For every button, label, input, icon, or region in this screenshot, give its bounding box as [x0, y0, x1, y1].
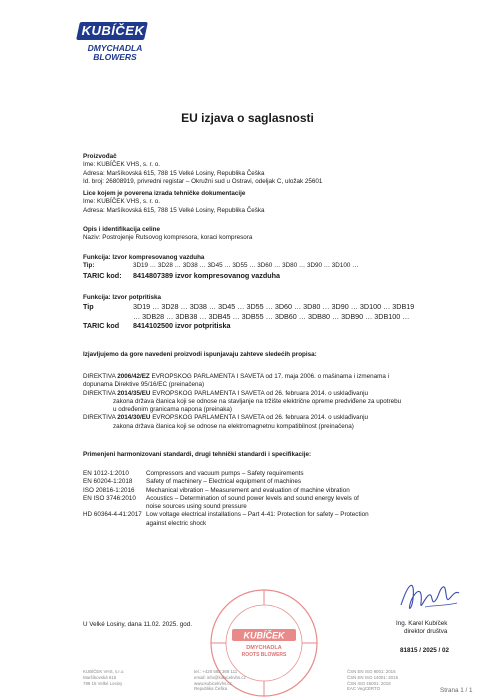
tip-value-cont: … 3DB28 … 3DB38 … 3DB45 … 3DB55 … 3DB60 … 3DB80 … 3DB90 … 3DB100 … [133, 311, 410, 321]
logo-sub-line: BLOWERS [93, 52, 137, 62]
declaration-statement: Izjavljujemo da gore navedeni proizvodi ispunjavaju zahteve sledećih propisa: [83, 351, 317, 358]
place-date: U Velké Losiny, dana 11.02. 2025. god. [83, 621, 192, 628]
standard-row: EN 60204-1:2018 Safety of machinery – Electrical equipment of machines [83, 478, 302, 486]
directive-item-cont: zakona država članica koji se odnose na stavljanje na tržište električne opreme predviđene za upotrebu [113, 397, 402, 405]
directive-item-cont: dopunama Direktive 95/16/EC (preinačena) [83, 381, 205, 389]
logo-brand: KUBÍČEK [81, 23, 145, 38]
footer-company: KUBÍČEK VHS, s.r.o. Maršíkovská 615 788 15 Velké Losiny [83, 669, 125, 686]
directive-item-cont: zakona država članica koji se odnose na elektromagnetnu kompatibilnost (preinačena) [113, 422, 354, 430]
manufacturer-heading: Proizvođač [83, 153, 117, 160]
directive-item: DIREKTIVA 2006/42/EZ EVROPSKOG PARLAMENTA I SAVETA od 17. maja 2006. o mašinama i izmenama i [83, 373, 390, 380]
stamp-sub2: ROOTS BLOWERS [241, 652, 287, 658]
standard-row-cont: noise sources using sound pressure [146, 503, 247, 511]
description-line: Naziv: Postrojenje Rutsovog kompresora, koraci kompresora [83, 234, 253, 242]
logo-sub-line: DMYCHADLA [87, 43, 143, 53]
tip-value: 3D19 … 3D28 … 3D38 … 3D45 … 3D55 … 3D60 … 3D80 … 3D90 … 3D100 … [133, 262, 359, 270]
documentation-line: Adresa: Maršíkovská 615, 788 15 Velké Losiny, Republika Češka [83, 206, 265, 214]
directive-item: DIREKTIVA 2014/30/EU EVROPSKOG PARLAMENTA I SAVETA od 26. februara 2014. o usklađivanju [83, 414, 369, 422]
function-compressed-air [83, 254, 358, 280]
description-heading: Opis i identifikacija celine [83, 226, 160, 233]
taric-label: TARIC kod: [83, 270, 122, 280]
description-section [83, 226, 252, 243]
directives-list [83, 373, 401, 431]
directive-item: DIREKTIVA 2014/35/EU EVROPSKOG PARLAMENTA I SAVETA od 26. februara 2014. o usklađivanju [83, 389, 369, 397]
footer-contact: tel.: +420 583 368 111 email: info@kubicekvhs.cz www.kubicekvhs.cz Republika Češka [194, 669, 246, 692]
standards-heading: Primenjeni harmonizovani standardi, drugi tehnički standardi i specifikacije: [83, 451, 312, 458]
logo-subtitle [80, 44, 150, 62]
standard-row: EN 1012-1:2010 Compressors and vacuum pumps – Safety requirements [83, 470, 304, 477]
documentation-line: Ime: KUBÍČEK VHS, s. r. o. [83, 198, 160, 206]
signatory-role: direktor društva [404, 628, 448, 636]
standard-row-cont: against electric shock [146, 519, 207, 527]
stamp-brand: KUBÍČEK [243, 630, 285, 641]
standard-row: ISO 20816-1:2016 Mechanical vibration – Measurement and evaluation of machine vibration [83, 486, 350, 494]
signatory-name: Ing. Karel Kubíček [396, 620, 448, 627]
manufacturer-line: Adresa: Maršíkovská 615, 788 15 Velké Losiny, Republika Češka [83, 169, 265, 177]
tip-label: Tip: [83, 262, 95, 270]
manufacturer-section [83, 153, 322, 186]
manufacturer-line: Id. broj: 26808919, privredni registar – Okružni sud u Ostravi, odeljak C, uložak 25601 [83, 177, 323, 185]
taric-value: 8414102500 izvor potpritiska [133, 321, 231, 331]
taric-label: TARIC kod [83, 321, 120, 331]
page-title: EU izjava o saglasnosti [181, 111, 314, 125]
function-vacuum [83, 294, 414, 331]
taric-value: 8414807389 izvor kompresovanog vazduha [133, 270, 281, 280]
document-number: 81815 / 2025 / 02 [400, 647, 450, 654]
directive-item-cont: u određenim granicama napona (preinaka) [113, 406, 233, 414]
page-number: Strana 1 / 1 [440, 687, 473, 694]
standard-row: EN ISO 3746:2010 Acoustics – Determination of sound power levels and sound energy levels of [83, 494, 359, 502]
function-heading: Funkcija: Izvor potpritiska [83, 294, 162, 301]
standard-row: HD 60364-4-41:2017 Low voltage electrical installations – Part 4-41: Protection for safety – Protection [83, 511, 369, 519]
documentation-heading: Lice kojem je poverena izrada tehničke dokumentacije [83, 190, 246, 197]
signature [395, 575, 465, 619]
documentation-section [83, 190, 265, 215]
standards-list [83, 470, 369, 528]
tip-value: 3D19 … 3D28 … 3D38 … 3D45 … 3D55 … 3D60 … 3D80 … 3D90 … 3D100 … 3DB19 [133, 302, 415, 312]
tip-label: Tip [83, 302, 94, 312]
stamp-sub: DMYCHADLA [246, 645, 282, 651]
footer-certifications: ČSN EN ISO 9001: 2016 ČSN EN ISO 14001: 2016 ČSN ISO 45001: 2018 EAC VegCERTO [347, 669, 399, 692]
function-heading: Funkcija: Izvor kompresovanog vazduha [83, 254, 205, 261]
manufacturer-line: Ime: KUBÍČEK VHS, s. r. o. [83, 161, 160, 169]
signatory [396, 620, 447, 637]
